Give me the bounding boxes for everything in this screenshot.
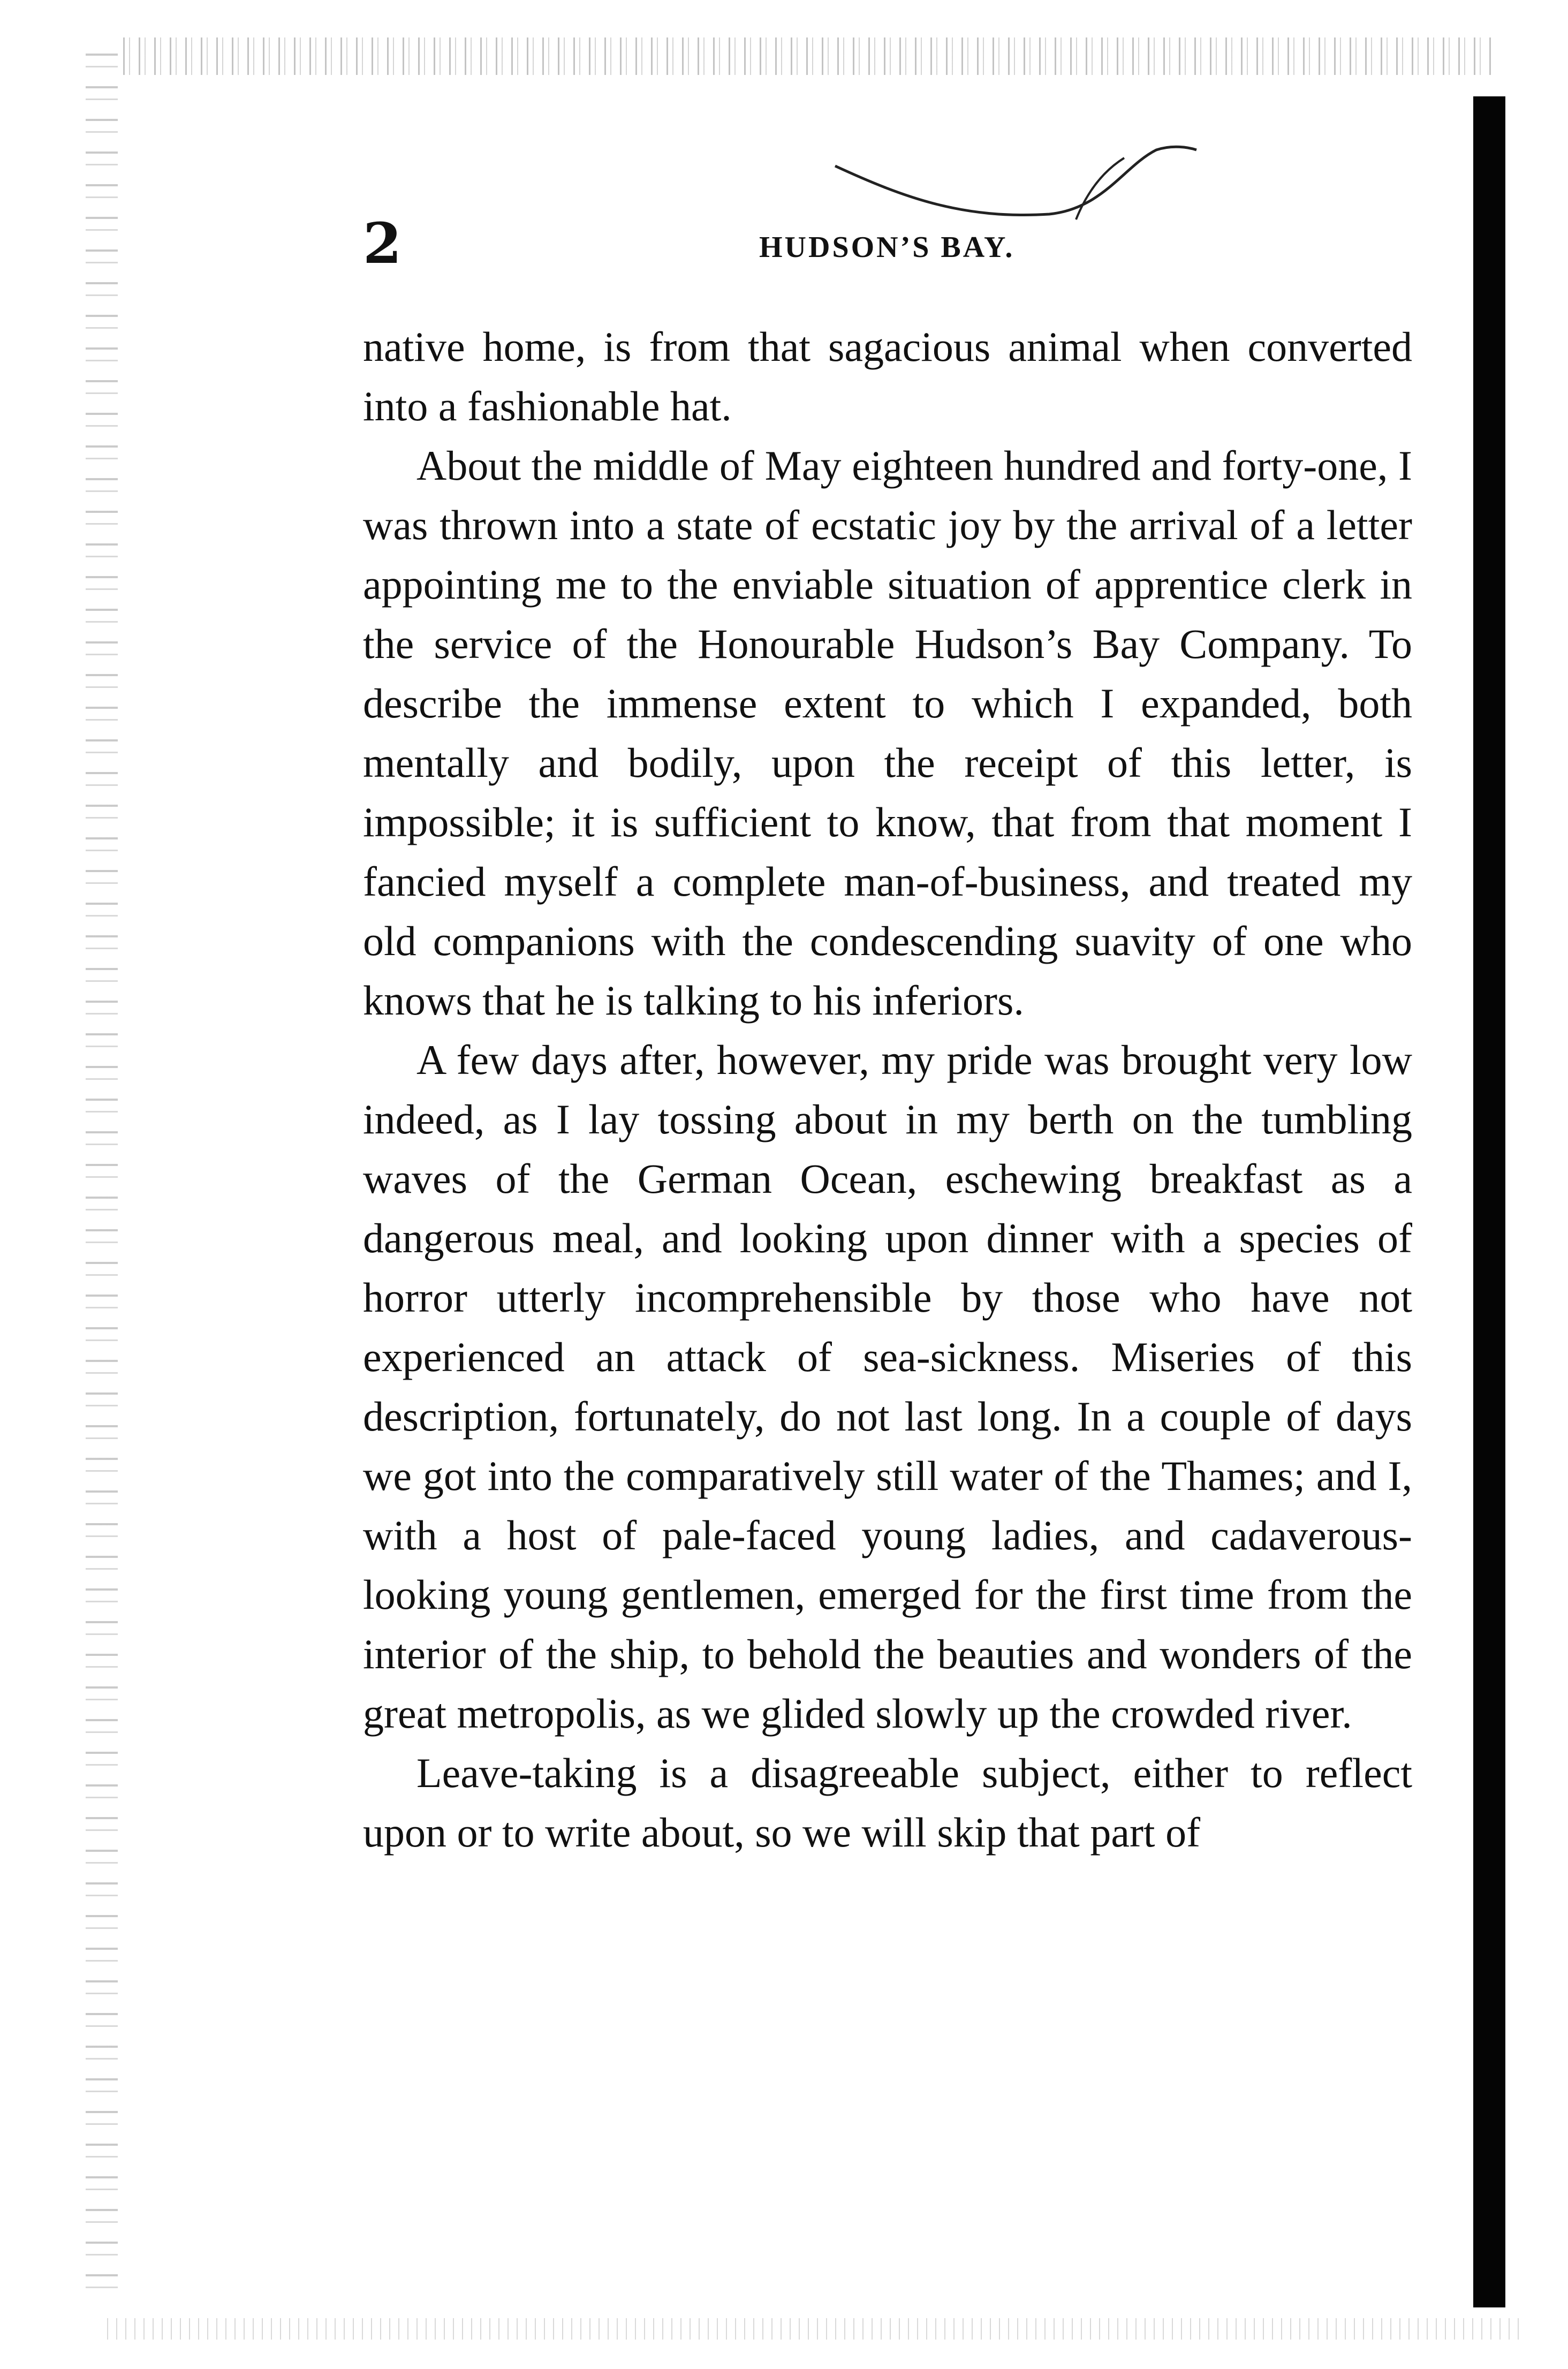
scan-edge-top bbox=[123, 37, 1494, 75]
paragraph-2: About the middle of May eighteen hundred and forty-one, I was thrown into a state of ecstatic joy by the arrival of a letter appointing me to the enviable situation of apprentice clerk in the service of the Honourable Hudson’s Bay Company. To describe the immense extent to which I expanded, both mentally and bodily, upon the receipt of this letter, is impossible; it is sufficient to know, that from that moment I fancied myself a complete man-of-business, and treated my old companions with the condescending suavity of one who knows that he is talking to his inferiors. bbox=[363, 442, 1412, 1024]
paragraph-3: A few days after, however, my pride was brought very low indeed, as I lay tossing about in my berth on the tumbling waves of the German Ocean, eschewing breakfast as a dangerous meal, and looking upon dinner with a species of horror utterly incomprehensible by those who have not experienced an attack of sea-sickness. Miseries of this description, fortunately, do not last long. In a couple of days we got into the comparatively still water of the Thames; and I, with a host of pale-faced young ladies, and cadaverous-looking young gentlemen, emerged for the first time from the interior of the ship, to behold the beauties and wonders of the great metropolis, as we glided slowly up the crowded river. bbox=[363, 1036, 1412, 1737]
page-number: 2 bbox=[363, 210, 402, 276]
paragraph-1: native home, is from that sagacious animal when converted into a fashionable hat. bbox=[363, 323, 1412, 429]
scan-edge-bottom bbox=[107, 2318, 1520, 2340]
body-text bbox=[363, 317, 1412, 1862]
paragraph-4: Leave-taking is a disagreeable subject, either to reflect upon or to write about, so we will skip that part of bbox=[363, 1750, 1412, 1856]
book-spine-shadow bbox=[1473, 96, 1505, 2307]
running-head bbox=[363, 210, 1150, 276]
running-title: HUDSON’S BAY. bbox=[759, 231, 1015, 264]
scan-edge-left bbox=[86, 54, 118, 2302]
